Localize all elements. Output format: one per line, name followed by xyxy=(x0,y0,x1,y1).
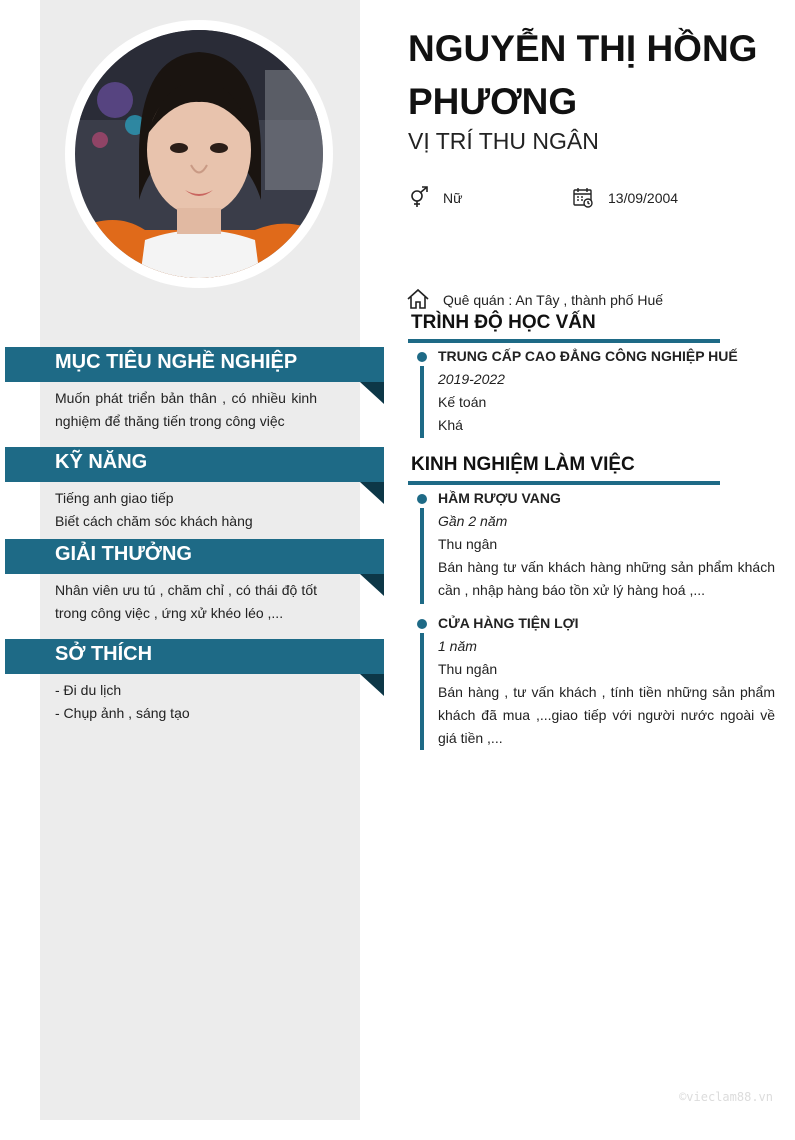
timeline-dot xyxy=(417,352,427,362)
education-divider xyxy=(408,339,720,343)
experience-entry xyxy=(438,612,775,750)
company-name: HẦM RƯỢU VANG xyxy=(438,490,561,506)
awards-header xyxy=(5,539,384,574)
education-entry xyxy=(438,345,775,437)
ribbon-fold xyxy=(360,674,384,696)
skills-title: KỸ NĂNG xyxy=(55,451,148,473)
hobbies-list xyxy=(55,679,317,725)
hobbies-title: SỞ THÍCH xyxy=(55,643,153,665)
school-name: TRUNG CẤP CAO ĐẲNG CÔNG NGHIỆP HUẾ xyxy=(438,348,738,364)
company-name: CỬA HÀNG TIỆN LỢI xyxy=(438,615,579,631)
avatar xyxy=(75,30,323,278)
work-description: Bán hàng tư vấn khách hàng những sản phẩm khách cần , nhập hàng báo tồn xử lý hàng hoá ,... xyxy=(438,559,775,598)
timeline-bar xyxy=(420,633,424,750)
education-title: TRÌNH ĐỘ HỌC VẤN xyxy=(411,312,596,333)
candidate-name: NGUYỄN THỊ HỒNG PHƯƠNG xyxy=(408,28,758,122)
hobby-item: - Đi du lịch xyxy=(55,682,122,698)
ribbon-fold xyxy=(360,382,384,404)
skill-item: Biết cách chăm sóc khách hàng xyxy=(55,513,253,529)
experience-entry xyxy=(438,487,775,602)
objective-title: MỤC TIÊU NGHỀ NGHIỆP xyxy=(55,351,298,373)
skill-item: Tiếng anh giao tiếp xyxy=(55,490,174,506)
education-years: 2019-2022 xyxy=(438,371,505,387)
hometown-value: Quê quán : An Tây , thành phố Huế xyxy=(443,292,664,308)
ribbon-fold xyxy=(360,574,384,596)
timeline-dot xyxy=(417,494,427,504)
awards-text: Nhân viên ưu tú , chăm chỉ , có thái độ tốt trong công việc , ứng xử khéo léo ,... xyxy=(55,582,317,621)
gender-icon xyxy=(408,186,430,213)
work-duration: Gần 2 năm xyxy=(438,513,508,529)
timeline-bar xyxy=(420,508,424,604)
calendar-icon xyxy=(572,186,594,213)
education-grade: Khá xyxy=(438,417,463,433)
skills-header xyxy=(5,447,384,482)
hobby-item: - Chụp ảnh , sáng tạo xyxy=(55,705,190,721)
ribbon-fold xyxy=(360,482,384,504)
objective-text: Muốn phát triển bản thân , có nhiều kinh nghiệm để thăng tiến trong công việc xyxy=(55,390,317,429)
awards-title: GIẢI THƯỞNG xyxy=(55,543,192,565)
work-role: Thu ngân xyxy=(438,536,498,552)
watermark: ©vieclam88.vn xyxy=(679,1090,773,1104)
objective-header xyxy=(5,347,384,382)
hobbies-header xyxy=(5,639,384,674)
work-role: Thu ngân xyxy=(438,661,498,677)
timeline-bar xyxy=(420,366,424,438)
job-position: VỊ TRÍ THU NGÂN xyxy=(408,128,599,154)
work-duration: 1 năm xyxy=(438,638,477,654)
timeline-dot xyxy=(417,619,427,629)
work-description: Bán hàng , tư vấn khách , tính tiền những sản phẩm khách đã mua ,...giao tiếp với người nước ngoài về giá tiền ,... xyxy=(438,684,775,746)
birthdate-value: 13/09/2004 xyxy=(608,190,679,206)
education-major: Kế toán xyxy=(438,394,487,410)
experience-title: KINH NGHIỆM LÀM VIỆC xyxy=(411,454,635,475)
home-icon xyxy=(407,288,429,315)
experience-divider xyxy=(408,481,720,485)
skills-list xyxy=(55,487,317,533)
gender-value: Nữ xyxy=(443,190,463,206)
